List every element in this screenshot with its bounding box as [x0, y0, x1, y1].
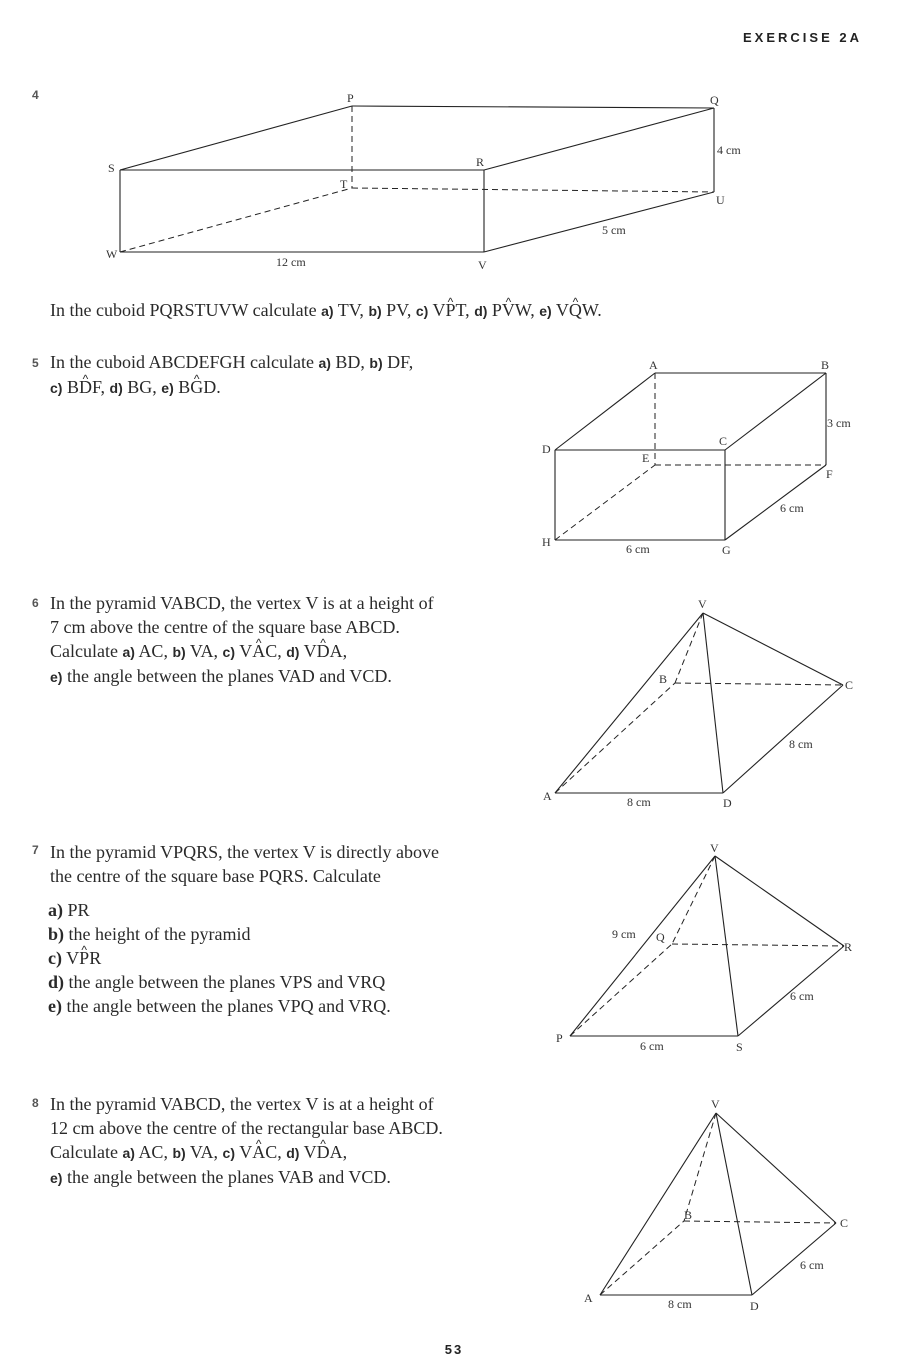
dim-height: 4 cm — [717, 143, 741, 157]
question-6-text: In the pyramid VABCD, the vertex V is at a height of 7 cm above the centre of the square base ABCD. Calculate a) AC, b) VA, c) V^ AC, d) V^ DA, e) the angle between the planes VAD and VCD. — [50, 591, 434, 689]
edge-vb — [675, 613, 703, 683]
q7-item-b: b) the height of the pyramid — [48, 924, 251, 944]
edge-vu — [484, 192, 714, 252]
label-q: Q — [656, 930, 665, 944]
dim-side: 6 cm — [800, 1258, 824, 1272]
edge-bc — [675, 683, 843, 685]
page-number: 53 — [444, 1342, 464, 1357]
question-6-number: 6 — [32, 596, 39, 610]
label-a: A — [649, 358, 658, 372]
label-v: V — [478, 258, 487, 272]
question-7-number: 7 — [32, 843, 39, 857]
q7-item-a: a) PR — [48, 900, 90, 920]
dim-side: 8 cm — [789, 737, 813, 751]
edge-rq — [484, 108, 714, 170]
label-w: W — [106, 247, 118, 261]
label-g: G — [722, 543, 731, 557]
label-a: A — [543, 789, 552, 803]
edge-va — [600, 1113, 716, 1295]
edge-ab — [600, 1221, 684, 1295]
q4-part-c: c) V^ PT, — [416, 300, 470, 320]
q7-item-c: c) V^ PR — [48, 946, 391, 970]
edge-wt — [120, 188, 352, 252]
dim-length: 12 cm — [276, 255, 306, 269]
label-d: D — [542, 442, 551, 456]
label-p: P — [556, 1031, 563, 1045]
edge-vb — [684, 1113, 716, 1221]
label-s: S — [108, 161, 115, 175]
edge-vd — [703, 613, 723, 793]
question-5-number: 5 — [32, 356, 39, 370]
dim-base: 6 cm — [640, 1039, 664, 1053]
question-4-number: 4 — [32, 88, 39, 102]
q7-item-e: e) the angle between the planes VPQ and VRQ. — [48, 996, 391, 1016]
edge-ab — [555, 683, 675, 793]
dim-base: 8 cm — [627, 795, 651, 809]
dim-side: 6 cm — [790, 989, 814, 1003]
label-h: H — [542, 535, 551, 549]
dim-depth: 5 cm — [602, 223, 626, 237]
label-d: D — [723, 796, 732, 810]
q4-intro: In the cuboid PQRSTUVW calculate — [50, 300, 322, 320]
figure-cuboid-abcdefgh — [530, 355, 870, 570]
question-5-text: In the cuboid ABCDEFGH calculate a) BD, b) DF, c) B^ DF, d) BG, e) B^ GD. — [50, 350, 413, 400]
q4-part-e: e) V^ QW. — [539, 300, 601, 320]
label-q: Q — [710, 93, 719, 107]
label-a: A — [584, 1291, 593, 1305]
figure-pyramid-vabcd-square — [535, 595, 865, 815]
edge-gf — [725, 465, 826, 540]
question-4-text — [50, 298, 602, 323]
edge-va — [555, 613, 703, 793]
edge-vp — [570, 856, 715, 1036]
dim-edge: 9 cm — [612, 927, 636, 941]
label-c: C — [845, 678, 854, 692]
label-b: B — [684, 1208, 693, 1222]
edge-vc — [703, 613, 843, 685]
label-r: R — [476, 155, 485, 169]
label-v: V — [711, 1097, 720, 1111]
label-c: C — [840, 1216, 849, 1230]
edge-bc — [684, 1221, 836, 1223]
edge-vq — [672, 856, 715, 944]
label-v: V — [710, 841, 719, 855]
label-b: B — [821, 358, 830, 372]
edge-he — [555, 465, 655, 540]
page-header: EXERCISE 2A — [743, 30, 862, 45]
question-7-list — [48, 898, 391, 1018]
q4-part-d: d) P^ VW, — [474, 300, 535, 320]
label-d: D — [750, 1299, 759, 1313]
question-8-text: In the pyramid VABCD, the vertex V is at a height of 12 cm above the centre of the rectangular base ABCD. Calculate a) AC, b) VA, c) V^ AC, d) V^ DA, e) the angle between the planes VAB and VCD. — [50, 1092, 443, 1190]
dim-width: 6 cm — [626, 542, 650, 556]
label-u: U — [716, 193, 725, 207]
question-7-text: In the pyramid VPQRS, the vertex V is directly above the centre of the square base PQRS. Calculate — [50, 842, 439, 886]
q4-part-a: a) TV, — [321, 300, 364, 320]
edge-da — [555, 373, 655, 450]
label-c: C — [719, 434, 728, 448]
edge-vs — [715, 856, 738, 1036]
label-b: B — [659, 672, 668, 686]
question-8-number: 8 — [32, 1096, 39, 1110]
edge-dc — [723, 685, 843, 793]
edge-pq — [352, 106, 714, 108]
edge-tu — [352, 188, 714, 192]
figure-cuboid-pqrstuvw — [100, 88, 760, 273]
label-t: T — [340, 177, 348, 191]
dim-depth: 6 cm — [780, 501, 804, 515]
label-v: V — [698, 597, 707, 611]
q4-part-b: b) PV, — [368, 300, 412, 320]
edge-qr — [672, 944, 844, 946]
figure-pyramid-vabcd-rectangular — [580, 1095, 870, 1320]
label-p: P — [347, 91, 354, 105]
edge-vd — [716, 1113, 752, 1295]
dim-base: 8 cm — [668, 1297, 692, 1311]
label-s: S — [736, 1040, 743, 1054]
q7-item-d: d) the angle between the planes VPS and VRQ — [48, 972, 386, 992]
label-f: F — [826, 467, 833, 481]
dim-height: 3 cm — [827, 416, 851, 430]
edge-sp — [120, 106, 352, 170]
figure-pyramid-vpqrs — [550, 840, 870, 1060]
label-r: R — [844, 940, 853, 954]
edge-pq — [570, 944, 672, 1036]
label-e: E — [642, 451, 650, 465]
edge-cb — [725, 373, 826, 450]
edge-vr — [715, 856, 844, 946]
